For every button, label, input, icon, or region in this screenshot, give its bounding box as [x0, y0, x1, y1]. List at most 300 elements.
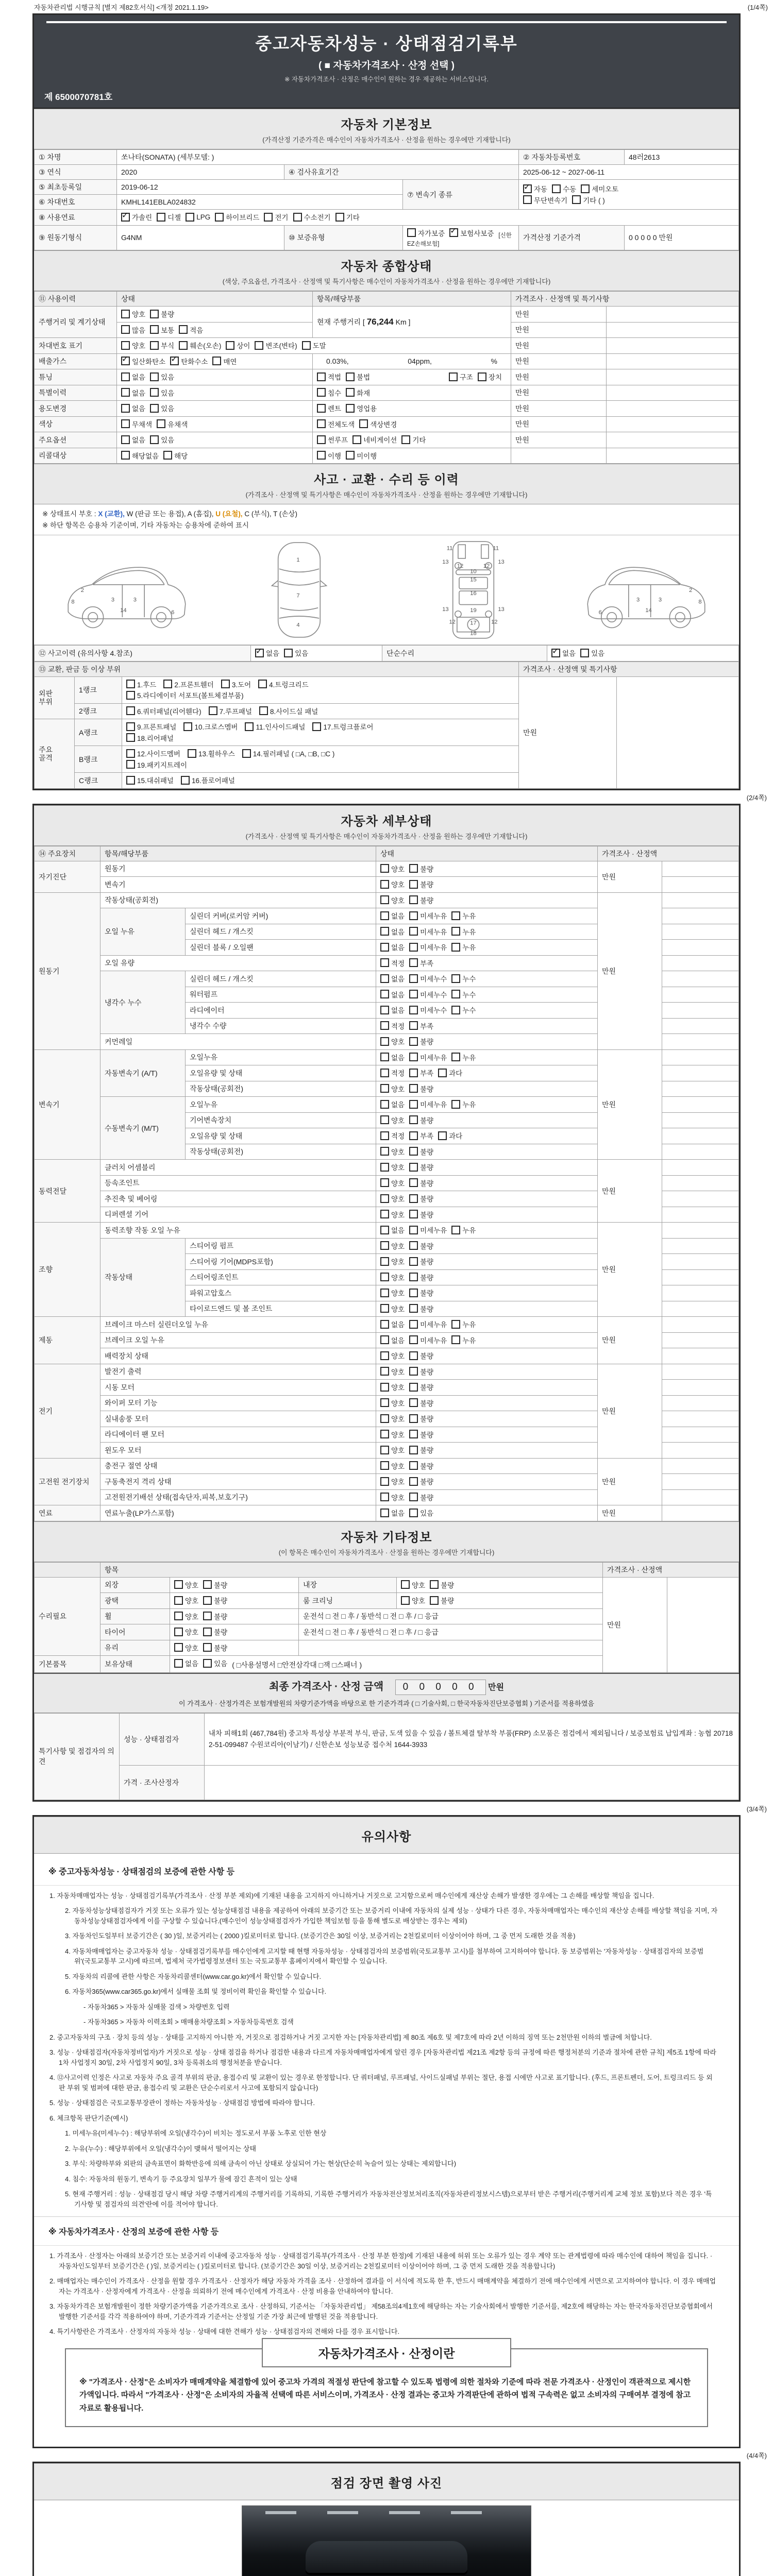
checkbox-icon[interactable] [255, 341, 263, 350]
checkbox-option[interactable]: 영업용 [346, 403, 377, 413]
checkbox-option[interactable]: 부족 [409, 1067, 433, 1078]
checkbox-option[interactable]: 누수 [451, 1005, 476, 1015]
checkbox-option[interactable]: 11.인사이드패널 [245, 721, 305, 732]
checkbox-icon[interactable] [186, 213, 194, 222]
checkbox-option[interactable]: 없음 [174, 1658, 198, 1668]
checkbox-icon[interactable] [380, 1351, 389, 1360]
checkbox-option[interactable]: 있음 [150, 403, 174, 413]
checkbox-icon[interactable] [409, 1304, 418, 1313]
checkbox-option[interactable]: 양호 [380, 1445, 405, 1455]
checkbox-icon[interactable] [121, 310, 130, 318]
checkbox-icon[interactable] [380, 943, 389, 952]
checkbox-option[interactable]: 양호 [174, 1595, 198, 1605]
checkbox-icon[interactable] [430, 1596, 439, 1605]
checkbox-icon[interactable] [317, 451, 326, 460]
checkbox-icon[interactable] [451, 943, 460, 952]
checkbox-option[interactable]: 15.대쉬패널 [126, 775, 174, 785]
checkbox-option[interactable]: 과다 [438, 1067, 462, 1078]
checkbox-option[interactable]: 양호 [380, 1209, 405, 1219]
checkbox-icon[interactable] [409, 1241, 418, 1250]
checkbox-icon[interactable] [157, 213, 165, 222]
checkbox-option[interactable]: 적정 [380, 1067, 405, 1078]
checkbox-icon[interactable] [174, 1612, 183, 1620]
checkbox-option[interactable]: 불량 [409, 1461, 433, 1471]
checkbox-icon[interactable] [380, 1241, 389, 1250]
checkbox-icon[interactable] [409, 1335, 418, 1344]
checkbox-icon[interactable] [126, 733, 135, 742]
checkbox-icon[interactable] [451, 927, 460, 936]
checkbox-option[interactable]: 보통 [150, 325, 174, 335]
checkbox-icon[interactable] [317, 388, 326, 397]
checked-checkbox-icon[interactable] [121, 213, 130, 222]
checkbox-option[interactable]: 4.트렁크리드 [258, 679, 308, 689]
checkbox-icon[interactable] [179, 325, 188, 334]
checkbox-icon[interactable] [126, 722, 135, 731]
checkbox-icon[interactable] [380, 1226, 389, 1234]
checkbox-icon[interactable] [409, 1414, 418, 1423]
checkbox-option[interactable]: 누유 [451, 1335, 476, 1345]
checkbox-option[interactable]: 양호 [380, 895, 405, 905]
checkbox-icon[interactable] [409, 1430, 418, 1438]
checkbox-option[interactable]: 불량 [409, 895, 433, 905]
checkbox-option[interactable]: 미세누유 [409, 910, 447, 921]
checkbox-icon[interactable] [174, 1659, 183, 1668]
checkbox-icon[interactable] [346, 451, 355, 460]
checkbox-icon[interactable] [380, 1147, 389, 1156]
checkbox-option[interactable]: 적정 [380, 1021, 405, 1031]
checkbox-icon[interactable] [409, 1509, 418, 1517]
checkbox-option[interactable]: 19.패키지트레이 [126, 759, 187, 770]
checkbox-icon[interactable] [380, 927, 389, 936]
checkbox-icon[interactable] [346, 388, 355, 397]
checkbox-option[interactable]: 썬루프 [317, 434, 348, 445]
checkbox-option[interactable]: 없음 [380, 1319, 405, 1329]
checkbox-option[interactable]: 해당없음 [121, 450, 159, 461]
checkbox-icon[interactable] [259, 706, 268, 715]
checkbox-option[interactable]: 불량 [409, 1350, 433, 1361]
checkbox-option[interactable]: ✓ 없음 [255, 648, 279, 658]
checkbox-option[interactable]: 불량 [409, 1429, 433, 1439]
checkbox-icon[interactable] [203, 1628, 212, 1636]
checkbox-icon[interactable] [438, 1069, 447, 1077]
checkbox-option[interactable]: 불량 [409, 1445, 433, 1455]
checkbox-option[interactable]: 18.리어패널 [126, 733, 174, 743]
checkbox-icon[interactable] [293, 213, 302, 222]
checkbox-option[interactable]: 1.후드 [126, 679, 156, 689]
checkbox-icon[interactable] [126, 680, 135, 688]
checkbox-option[interactable]: 누유 [451, 1099, 476, 1109]
checkbox-icon[interactable] [203, 1612, 212, 1620]
checkbox-icon[interactable] [380, 1289, 389, 1297]
checkbox-icon[interactable] [359, 419, 368, 428]
checkbox-icon[interactable] [317, 372, 326, 381]
checkbox-option[interactable]: 미세누유 [409, 1335, 447, 1345]
checkbox-icon[interactable] [302, 341, 311, 350]
checkbox-option[interactable]: 없음 [121, 403, 145, 413]
checkbox-option[interactable]: 부족 [409, 1130, 433, 1141]
checkbox-option[interactable]: 미세누유 [409, 942, 447, 952]
checkbox-option[interactable]: 2.프론트휀더 [163, 679, 213, 689]
checkbox-icon[interactable] [150, 404, 159, 413]
checkbox-option[interactable]: 유채색 [157, 419, 188, 429]
checkbox-icon[interactable] [215, 213, 224, 222]
checkbox-icon[interactable] [284, 649, 293, 657]
checkbox-icon[interactable] [380, 1053, 389, 1061]
checkbox-icon[interactable] [409, 880, 418, 889]
checkbox-option[interactable]: 없음 [380, 1099, 405, 1109]
checkbox-option[interactable]: 13.휠하우스 [188, 748, 235, 758]
checkbox-option[interactable]: 구조 [449, 371, 473, 382]
checkbox-icon[interactable] [380, 1509, 389, 1517]
checkbox-icon[interactable] [380, 895, 389, 904]
checkbox-icon[interactable] [174, 1628, 183, 1636]
checkbox-icon[interactable] [409, 1021, 418, 1030]
checkbox-option[interactable]: 양호 [380, 879, 405, 889]
checkbox-option[interactable]: 불량 [409, 1083, 433, 1094]
checkbox-option[interactable]: 무단변속기 [523, 195, 567, 205]
checkbox-icon[interactable] [380, 880, 389, 889]
checkbox-icon[interactable] [580, 649, 589, 657]
checkbox-option[interactable]: 불량 [203, 1642, 227, 1653]
checkbox-option[interactable]: 불량 [409, 1146, 433, 1157]
checkbox-icon[interactable] [409, 1477, 418, 1486]
checkbox-option[interactable]: 양호 [380, 1350, 405, 1361]
checkbox-option[interactable]: 디젤 [157, 212, 181, 222]
checkbox-option[interactable]: 양호 [380, 1287, 405, 1298]
checkbox-option[interactable]: 무채색 [121, 419, 152, 429]
checkbox-icon[interactable] [258, 680, 267, 688]
checkbox-icon[interactable] [380, 864, 389, 873]
checkbox-icon[interactable] [183, 722, 192, 731]
checkbox-option[interactable]: 도말 [302, 340, 326, 350]
checkbox-icon[interactable] [380, 1335, 389, 1344]
checkbox-option[interactable]: 양호 [380, 1398, 405, 1408]
checkbox-icon[interactable] [409, 1084, 418, 1093]
checkbox-option[interactable]: 있음 [150, 387, 174, 398]
checkbox-option[interactable]: 불량 [409, 1241, 433, 1251]
checkbox-option[interactable]: 불량 [203, 1611, 227, 1621]
checkbox-icon[interactable] [438, 1131, 447, 1140]
checkbox-option[interactable]: 미세누유 [409, 1099, 447, 1109]
checkbox-icon[interactable] [335, 213, 344, 222]
checkbox-icon[interactable] [409, 1461, 418, 1470]
checkbox-option[interactable]: 적정 [380, 1130, 405, 1141]
checkbox-icon[interactable] [409, 1069, 418, 1077]
checkbox-option[interactable]: 양호 [401, 1580, 425, 1590]
checkbox-icon[interactable] [317, 404, 326, 413]
checkbox-option[interactable]: 16.플로어패널 [181, 775, 235, 785]
checkbox-icon[interactable] [245, 722, 254, 731]
checkbox-option[interactable]: 불량 [409, 1476, 433, 1486]
checkbox-icon[interactable] [451, 990, 460, 998]
checkbox-option[interactable]: 불량 [409, 1382, 433, 1392]
checkbox-icon[interactable] [203, 1659, 212, 1668]
checkbox-option[interactable]: 불량 [409, 863, 433, 874]
checkbox-option[interactable]: 6.쿼터패널(리어휀다) [126, 706, 201, 716]
checkbox-icon[interactable] [380, 1131, 389, 1140]
checkbox-icon[interactable] [449, 372, 458, 381]
checkbox-option[interactable]: 양호 [401, 1595, 425, 1605]
checkbox-icon[interactable] [409, 1100, 418, 1109]
checkbox-icon[interactable] [312, 722, 321, 731]
checkbox-icon[interactable] [409, 911, 418, 920]
checkbox-option[interactable]: 양호 [380, 1476, 405, 1486]
checkbox-option[interactable]: 양호 [380, 1256, 405, 1266]
checkbox-option[interactable]: 매연 [212, 356, 237, 366]
checkbox-icon[interactable] [264, 213, 273, 222]
checkbox-icon[interactable] [409, 1115, 418, 1124]
checkbox-option[interactable]: 양호 [380, 1382, 405, 1392]
checkbox-option[interactable]: 양호 [380, 863, 405, 874]
checkbox-icon[interactable] [380, 1210, 389, 1218]
checkbox-option[interactable]: 8.사이드실 패널 [259, 706, 318, 716]
checkbox-icon[interactable] [409, 1446, 418, 1454]
checkbox-icon[interactable] [380, 1367, 389, 1376]
checkbox-icon[interactable] [380, 974, 389, 983]
checkbox-option[interactable]: ✓ 자동 [523, 183, 547, 194]
checkbox-option[interactable]: 누수 [451, 973, 476, 984]
checkbox-option[interactable]: 부족 [409, 1021, 433, 1031]
checkbox-option[interactable]: 부식 [150, 340, 174, 350]
checkbox-option[interactable]: 미세누유 [409, 926, 447, 937]
checkbox-option[interactable]: 양호 [380, 1303, 405, 1314]
checkbox-option[interactable]: 없음 [380, 989, 405, 999]
checkbox-option[interactable]: 있음 [284, 648, 308, 658]
checkbox-icon[interactable] [451, 974, 460, 983]
checkbox-option[interactable]: 있음 [580, 648, 604, 658]
checkbox-icon[interactable] [409, 1398, 418, 1407]
checkbox-icon[interactable] [409, 1163, 418, 1172]
checkbox-option[interactable]: 훼손(오손) [179, 340, 221, 350]
checkbox-icon[interactable] [409, 1226, 418, 1234]
checkbox-option[interactable]: 해당 [163, 450, 188, 461]
checkbox-icon[interactable] [203, 1643, 212, 1652]
checkbox-icon[interactable] [121, 451, 130, 460]
checked-checkbox-icon[interactable] [170, 357, 179, 365]
checkbox-icon[interactable] [380, 1304, 389, 1313]
checkbox-icon[interactable] [174, 1580, 183, 1589]
checked-checkbox-icon[interactable] [551, 649, 560, 657]
checkbox-option[interactable]: 불량 [203, 1626, 227, 1637]
checkbox-option[interactable]: 양호 [380, 1162, 405, 1172]
checkbox-icon[interactable] [451, 911, 460, 920]
checkbox-option[interactable]: LPG [186, 213, 210, 222]
checkbox-icon[interactable] [409, 1037, 418, 1046]
checkbox-option[interactable]: 하이브리드 [215, 212, 259, 222]
checkbox-icon[interactable] [150, 341, 159, 350]
checkbox-icon[interactable] [523, 195, 532, 204]
checkbox-icon[interactable] [581, 184, 590, 193]
checkbox-icon[interactable] [451, 1006, 460, 1014]
checkbox-option[interactable]: 화재 [346, 387, 370, 398]
checkbox-option[interactable]: 미세누수 [409, 973, 447, 984]
checkbox-option[interactable]: 상이 [226, 340, 250, 350]
checkbox-option[interactable]: 불량 [430, 1595, 454, 1605]
checkbox-icon[interactable] [121, 341, 130, 350]
checkbox-icon[interactable] [409, 1178, 418, 1187]
checkbox-option[interactable]: 적정 [380, 958, 405, 968]
checkbox-icon[interactable] [126, 691, 135, 700]
checkbox-icon[interactable] [163, 680, 172, 688]
checkbox-icon[interactable] [572, 195, 581, 204]
checkbox-option[interactable]: 7.루프패널 [209, 706, 252, 716]
checked-checkbox-icon[interactable] [449, 228, 458, 237]
checkbox-icon[interactable] [380, 1069, 389, 1077]
checkbox-option[interactable]: 누유 [451, 1319, 476, 1329]
checkbox-option[interactable]: 세미오토 [581, 183, 618, 194]
checkbox-option[interactable]: 네비게이션 [352, 434, 397, 445]
checkbox-icon[interactable] [380, 1021, 389, 1030]
checkbox-icon[interactable] [380, 1163, 389, 1172]
checkbox-option[interactable]: 양호 [174, 1611, 198, 1621]
checkbox-option[interactable]: 미세누수 [409, 1005, 447, 1015]
checkbox-icon[interactable] [380, 1414, 389, 1423]
checkbox-option[interactable]: 없음 [380, 973, 405, 984]
checkbox-icon[interactable] [380, 1006, 389, 1014]
checkbox-option[interactable]: 기타 ( ) [572, 195, 605, 205]
checkbox-option[interactable]: 없음 [121, 434, 145, 445]
checkbox-icon[interactable] [380, 1446, 389, 1454]
checkbox-icon[interactable] [179, 341, 188, 350]
checkbox-icon[interactable] [409, 1367, 418, 1376]
checkbox-option[interactable]: 불량 [203, 1595, 227, 1605]
checkbox-option[interactable]: 양호 [380, 1193, 405, 1204]
checkbox-icon[interactable] [409, 864, 418, 873]
checkbox-icon[interactable] [380, 1320, 389, 1329]
checkbox-icon[interactable] [430, 1580, 439, 1589]
checkbox-icon[interactable] [126, 776, 135, 785]
checkbox-option[interactable]: 양호 [174, 1580, 198, 1590]
checkbox-option[interactable]: 미세누유 [409, 1319, 447, 1329]
checkbox-option[interactable]: 불량 [409, 879, 433, 889]
checkbox-icon[interactable] [317, 419, 326, 428]
checkbox-icon[interactable] [346, 372, 355, 381]
checkbox-option[interactable]: 불량 [409, 1193, 433, 1204]
checkbox-option[interactable]: 변조(변타) [255, 340, 297, 350]
checkbox-option[interactable]: 14.필러패널 ( □A, □B, □C ) [242, 748, 334, 758]
checkbox-option[interactable]: 부족 [409, 958, 433, 968]
checkbox-option[interactable]: 없음 [121, 371, 145, 382]
checkbox-icon[interactable] [407, 228, 416, 237]
checkbox-option[interactable]: 많음 [121, 325, 145, 335]
checkbox-icon[interactable] [451, 1100, 460, 1109]
checkbox-option[interactable]: ✓ 가솔린 [121, 212, 152, 222]
checkbox-option[interactable]: 과다 [438, 1130, 462, 1141]
checkbox-option[interactable]: ✓ 일산화탄소 [121, 356, 165, 366]
checkbox-option[interactable]: 미세누유 [409, 1225, 447, 1235]
checkbox-icon[interactable] [380, 911, 389, 920]
checkbox-icon[interactable] [409, 958, 418, 967]
checkbox-icon[interactable] [409, 895, 418, 904]
checkbox-icon[interactable] [380, 1100, 389, 1109]
checkbox-icon[interactable] [174, 1643, 183, 1652]
checkbox-option[interactable]: 불량 [409, 1366, 433, 1377]
checkbox-option[interactable]: 5.라디에이터 서포트(볼트체결부품) [126, 690, 244, 700]
checkbox-icon[interactable] [174, 1596, 183, 1605]
checkbox-option[interactable]: 자가보증 [407, 228, 445, 238]
checkbox-option[interactable]: 없음 [380, 1335, 405, 1345]
checkbox-icon[interactable] [317, 435, 326, 444]
checkbox-icon[interactable] [150, 325, 159, 334]
checkbox-option[interactable]: 미세누수 [409, 989, 447, 999]
checkbox-icon[interactable] [126, 706, 135, 715]
checkbox-option[interactable]: 양호 [380, 1429, 405, 1439]
checkbox-option[interactable]: 렌트 [317, 403, 341, 413]
checkbox-option[interactable]: 양호 [380, 1083, 405, 1094]
checkbox-option[interactable]: 색상변경 [359, 419, 397, 429]
checkbox-icon[interactable] [409, 1273, 418, 1281]
checkbox-icon[interactable] [121, 325, 130, 334]
checkbox-icon[interactable] [409, 974, 418, 983]
checkbox-icon[interactable] [409, 1131, 418, 1140]
checkbox-icon[interactable] [380, 1273, 389, 1281]
checked-checkbox-icon[interactable] [523, 184, 532, 193]
checkbox-icon[interactable] [478, 372, 486, 381]
checkbox-option[interactable]: 양호 [380, 1146, 405, 1157]
checkbox-option[interactable]: 양호 [121, 340, 145, 350]
checkbox-option[interactable]: 양호 [380, 1413, 405, 1423]
checkbox-option[interactable]: 있음 [409, 1507, 433, 1518]
checkbox-option[interactable]: 적법 [317, 371, 341, 382]
checkbox-icon[interactable] [451, 1053, 460, 1061]
checkbox-option[interactable]: 불량 [409, 1287, 433, 1298]
checkbox-option[interactable]: 누유 [451, 942, 476, 952]
checkbox-icon[interactable] [409, 1210, 418, 1218]
checkbox-option[interactable]: 양호 [174, 1642, 198, 1653]
checkbox-option[interactable]: 9.프론트패널 [126, 721, 176, 732]
checkbox-option[interactable]: 누수 [451, 989, 476, 999]
checkbox-option[interactable]: 불량 [409, 1162, 433, 1172]
checkbox-option[interactable]: 불량 [409, 1492, 433, 1502]
checkbox-icon[interactable] [150, 310, 159, 318]
checkbox-option[interactable]: 양호 [380, 1461, 405, 1471]
checkbox-icon[interactable] [242, 749, 251, 758]
checkbox-icon[interactable] [380, 1398, 389, 1407]
checkbox-icon[interactable] [380, 958, 389, 967]
checkbox-option[interactable]: 있음 [150, 371, 174, 382]
checkbox-icon[interactable] [380, 1115, 389, 1124]
checkbox-icon[interactable] [121, 388, 130, 397]
checkbox-icon[interactable] [380, 1493, 389, 1501]
checkbox-icon[interactable] [226, 341, 234, 350]
checkbox-option[interactable]: 양호 [380, 1036, 405, 1046]
checkbox-option[interactable]: 기타 [401, 434, 426, 445]
checkbox-option[interactable]: 없음 [121, 387, 145, 398]
checkbox-icon[interactable] [409, 1053, 418, 1061]
checkbox-icon[interactable] [409, 1006, 418, 1014]
checkbox-icon[interactable] [380, 1257, 389, 1266]
checkbox-option[interactable]: 불량 [409, 1036, 433, 1046]
checkbox-icon[interactable] [409, 1383, 418, 1392]
checkbox-icon[interactable] [150, 388, 159, 397]
checkbox-icon[interactable] [451, 1226, 460, 1234]
checkbox-icon[interactable] [380, 1383, 389, 1392]
checkbox-option[interactable]: 있음 [203, 1658, 227, 1668]
checkbox-icon[interactable] [409, 1351, 418, 1360]
checkbox-option[interactable]: 10.크로스멤버 [183, 721, 238, 732]
checkbox-icon[interactable] [401, 435, 410, 444]
checkbox-icon[interactable] [126, 749, 135, 758]
checkbox-option[interactable]: 없음 [380, 910, 405, 921]
checkbox-icon[interactable] [380, 990, 389, 998]
checkbox-option[interactable]: 불량 [430, 1580, 454, 1590]
checkbox-option[interactable]: 불량 [409, 1272, 433, 1282]
checkbox-option[interactable]: 없음 [380, 1507, 405, 1518]
checkbox-option[interactable]: 전체도색 [317, 419, 355, 429]
checkbox-option[interactable]: 12.사이드멤버 [126, 748, 180, 758]
checkbox-icon[interactable] [352, 435, 361, 444]
checkbox-option[interactable]: 누유 [451, 926, 476, 937]
